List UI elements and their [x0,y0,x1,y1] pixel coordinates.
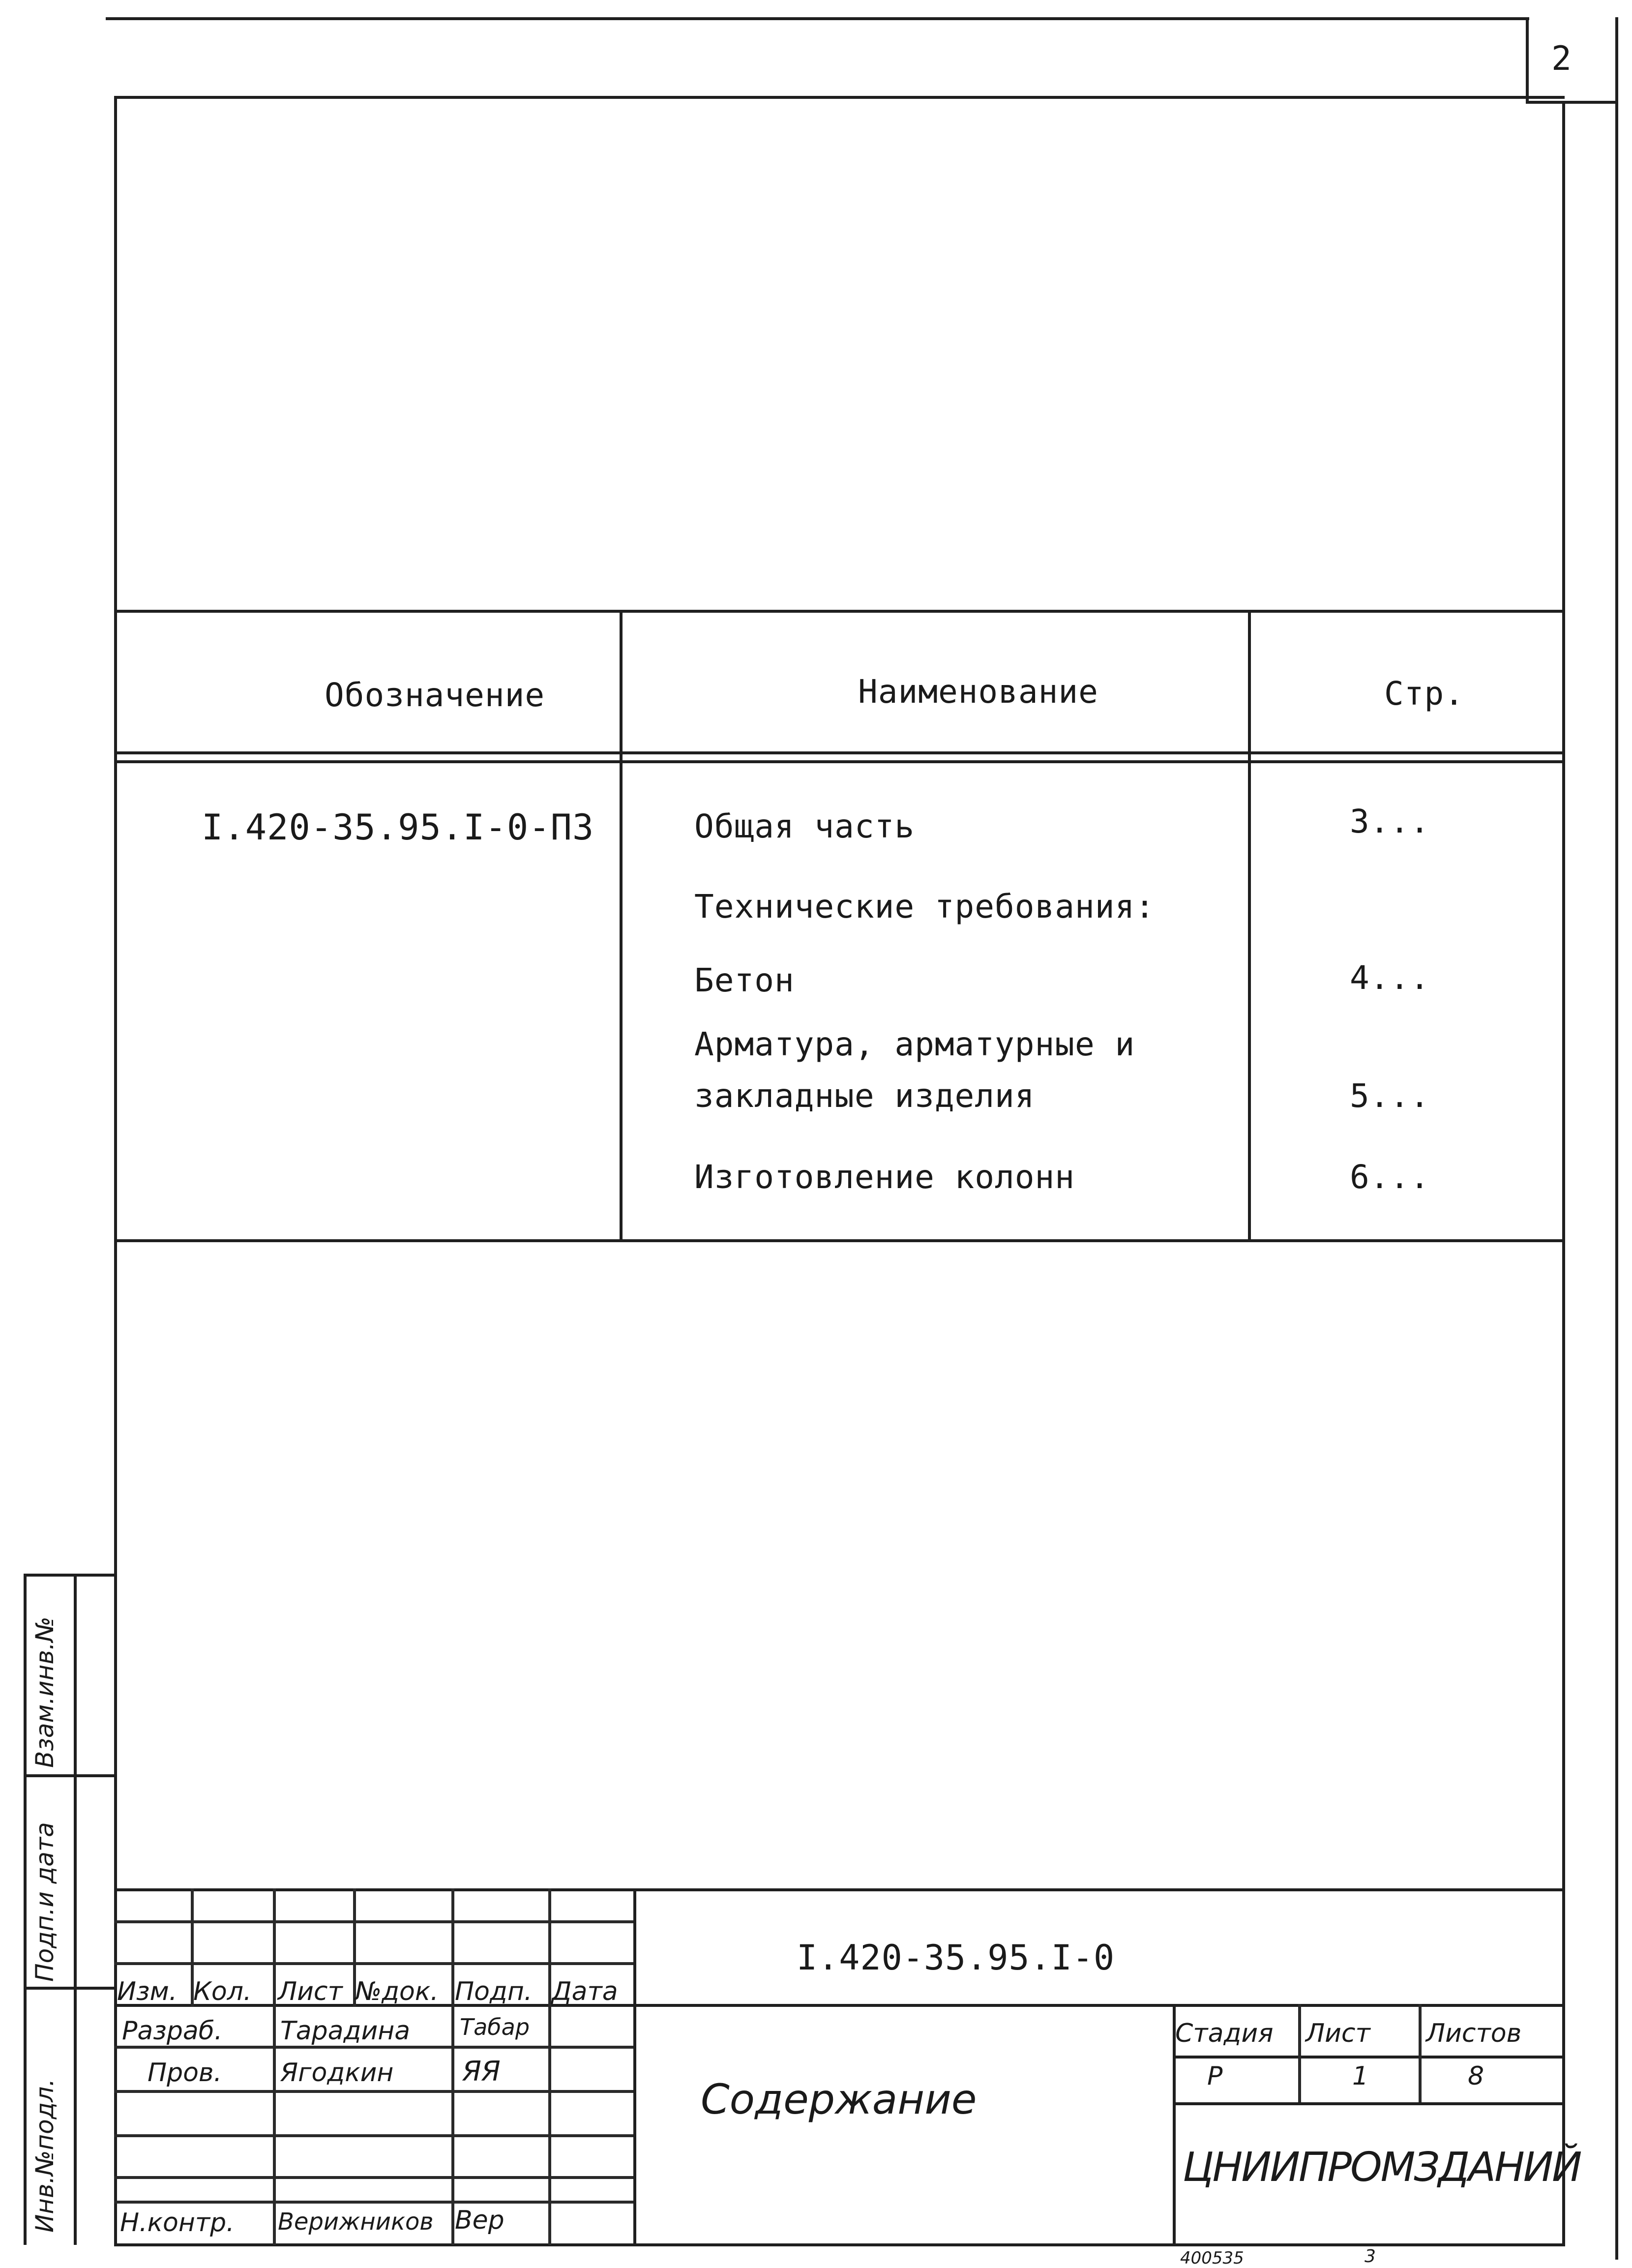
top-border [106,17,1529,20]
table-col-divider-1 [620,610,623,1242]
side-stamp-col [74,1574,77,2245]
organization-name: ЦНИИПРОМЗДАНИЙ [1183,2144,1581,2191]
side-stamp-div-1 [24,1774,117,1777]
stamp-right-row-1 [1173,2056,1564,2059]
stamp-sheet-value: 1 [1352,2061,1369,2091]
row-page-concrete: 4... [1350,959,1430,997]
stamp-role-developer: Разраб. [122,2016,223,2046]
stamp-name-checker: Ягодкин [280,2058,394,2088]
row-name-rebar-line2: закладные изделия [694,1077,1035,1115]
frame-right [1562,103,1565,2245]
row-page-columns: 6... [1350,1158,1430,1196]
row-designation: I.420-35.95.I-0-ПЗ [202,806,594,848]
stamp-role-normcontrol: Н.контр. [120,2208,235,2238]
stamp-role-checker: Пров. [148,2058,222,2088]
header-page: Стр. [1384,675,1464,713]
header-name: Наименование [858,673,1098,711]
stamp-name-developer: Тарадина [280,2016,411,2046]
stamp-grid-row-5 [114,2134,635,2137]
side-label-sign-date: Подп.и дата [30,1822,59,1982]
page-number: 2 [1551,39,1572,78]
stamp-right-col-1 [1298,2004,1301,2102]
header-designation: Обозначение [325,676,545,714]
document-title: Содержание [701,2075,977,2123]
stamp-grid-row-3 [114,2046,635,2049]
row-name-tech-req: Технические требования: [694,888,1155,925]
side-stamp-div-2 [24,1987,117,1990]
row-name-rebar-line1: Арматура, арматурные и [694,1025,1135,1063]
stamp-col-5 [548,1888,551,2245]
side-stamp-left [24,1574,27,2245]
stamp-stage-value: Р [1207,2061,1223,2091]
table-col-divider-2 [1248,610,1251,1242]
stamp-header-kol: Кол. [193,1977,252,2006]
stamp-header-sign: Подп. [455,1977,533,2006]
page-number-box-bottom [1526,101,1617,104]
stamp-right-row-2 [1173,2102,1564,2105]
stamp-sign-normcontrol: Вер [455,2206,504,2235]
stamp-sheet-label: Лист [1306,2019,1370,2048]
side-label-replace-inv: Взам.инв.№ [30,1616,59,1768]
row-page-rebar: 5... [1350,1077,1430,1115]
frame-top [114,96,1565,99]
stamp-header-date: Дата [552,1977,618,2006]
stamp-header-ndoc: №док. [355,1977,439,2006]
row-name-columns: Изготовление колонн [694,1158,1075,1196]
stamp-grid-row-7 [114,2201,635,2204]
page-number-box-left [1526,17,1529,103]
row-name-general: Общая часть [694,807,915,845]
table-top-line [114,610,1562,613]
frame-bottom [114,2243,1565,2246]
side-stamp-top [24,1574,117,1577]
row-page-general: 3... [1350,803,1430,840]
archive-number: 400535 [1180,2248,1244,2268]
table-header-line-2 [114,760,1562,763]
archive-copy: 3 [1365,2246,1376,2267]
page-number-box-right [1615,17,1618,2260]
stamp-code: I.420-35.95.I-0 [797,1938,1115,1978]
stamp-grid-row-6 [114,2176,635,2179]
stamp-sheets-value: 8 [1468,2061,1484,2091]
stamp-sign-developer: Табар [460,2014,530,2040]
stamp-header-list: Лист [278,1977,343,2006]
table-bottom-line [114,1239,1562,1242]
stamp-name-normcontrol: Верижников [278,2208,434,2236]
stamp-col-2 [273,1888,276,2245]
stamp-header-izm: Изм. [117,1977,178,2006]
table-header-line-1 [114,751,1562,754]
stamp-sign-checker: ЯЯ [462,2056,501,2088]
side-label-inv-no: Инв.№подл. [30,2078,59,2233]
stamp-right-col-2 [1419,2004,1422,2102]
stamp-stage-label: Стадия [1175,2019,1274,2048]
stamp-col-4 [451,1888,454,2245]
stamp-col-6 [633,1888,636,2245]
stamp-sheets-label: Листов [1426,2019,1522,2048]
stamp-grid-row-4 [114,2090,635,2093]
stamp-top [114,1888,1562,1891]
row-name-concrete: Бетон [694,961,795,999]
